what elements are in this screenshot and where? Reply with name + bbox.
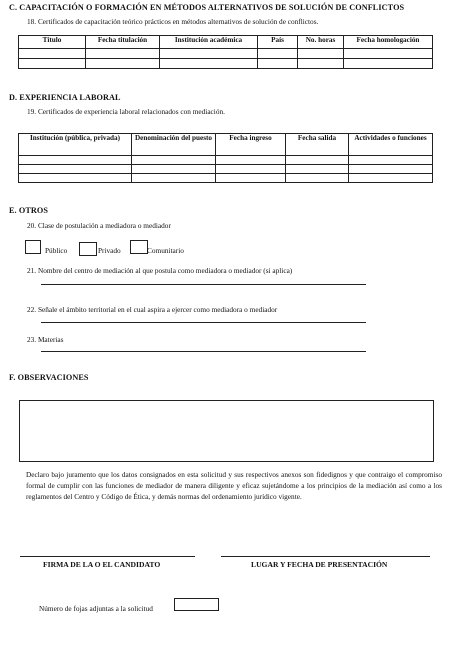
checkbox-comunitario[interactable]	[130, 240, 148, 254]
candidate-signature-label: FIRMA DE LA O EL CANDIDATO	[43, 560, 161, 569]
table-cell[interactable]	[286, 165, 349, 174]
experience-table	[18, 133, 433, 183]
table-cell[interactable]	[160, 49, 258, 59]
item-21-label: 21. Nombre del centro de mediación al que postula como mediadora o mediador (si aplica)	[27, 266, 293, 275]
training-table	[18, 35, 433, 69]
col-pais: País	[258, 36, 298, 49]
table-row[interactable]	[19, 49, 433, 59]
table-cell[interactable]	[286, 156, 349, 165]
col-actividades: Actividades o funciones	[349, 134, 433, 156]
option-privado-label: Privado	[98, 246, 121, 255]
table-cell[interactable]	[19, 165, 132, 174]
col-institucion: Institución (pública, privada)	[19, 134, 132, 156]
table-cell[interactable]	[86, 59, 160, 69]
table-cell[interactable]	[132, 156, 216, 165]
table-cell[interactable]	[344, 59, 433, 69]
table-cell[interactable]	[216, 156, 286, 165]
col-fecha-ingreso: Fecha ingreso	[216, 134, 286, 156]
table-row[interactable]	[19, 174, 433, 183]
table-cell[interactable]	[298, 49, 344, 59]
place-date-line[interactable]	[221, 556, 430, 557]
section-d-title: D. EXPERIENCIA LABORAL	[9, 93, 121, 102]
item-23-answer-line[interactable]	[41, 351, 366, 352]
col-denominacion-puesto: Denominación del puesto	[132, 134, 216, 156]
col-fecha-titulacion: Fecha titulación	[86, 36, 160, 49]
table-row[interactable]	[19, 165, 433, 174]
table-cell[interactable]	[286, 174, 349, 183]
place-date-label: LUGAR Y FECHA DE PRESENTACIÓN	[251, 560, 388, 569]
item-23-label: 23. Materias	[27, 335, 64, 344]
table-row[interactable]	[19, 156, 433, 165]
col-fecha-salida: Fecha salida	[286, 134, 349, 156]
option-publico-label: Público	[45, 246, 68, 255]
checkbox-privado[interactable]	[79, 242, 97, 256]
section-f-title: F. OBSERVACIONES	[9, 373, 89, 382]
experience-table-header	[19, 134, 433, 156]
table-cell[interactable]	[19, 59, 86, 69]
table-cell[interactable]	[258, 49, 298, 59]
table-cell[interactable]	[344, 49, 433, 59]
table-cell[interactable]	[349, 165, 433, 174]
item-20-label: 20. Clase de postulación a mediadora o mediador	[27, 221, 171, 230]
item-22-answer-line[interactable]	[41, 322, 366, 323]
training-table-header	[19, 36, 433, 49]
item-19-label: 19. Certificados de experiencia laboral relacionados con mediación.	[27, 107, 225, 116]
table-row[interactable]	[19, 59, 433, 69]
table-cell[interactable]	[349, 174, 433, 183]
col-no-horas: No. horas	[298, 36, 344, 49]
item-18-label: 18. Certificados de capacitación teórico prácticos en métodos alternativos de solución de conflictos.	[27, 17, 319, 26]
table-cell[interactable]	[132, 165, 216, 174]
table-cell[interactable]	[160, 59, 258, 69]
observations-box[interactable]	[19, 400, 434, 462]
item-21-answer-line[interactable]	[41, 284, 366, 285]
table-cell[interactable]	[19, 156, 132, 165]
item-22-label: 22. Señale el ámbito territorial en el cual aspira a ejercer como mediadora o mediador	[27, 305, 278, 314]
pages-attached-label: Número de fojas adjuntas a la solicitud	[39, 604, 153, 613]
declaration-text: Declaro bajo juramento que los datos consignados en esta solicitud y sus respectivos anexos son fidedignos y que contraigo el compromiso formal de cumplir con las funciones de mediador de manera diligente y eficaz sujetándome a los principios de la mediación así como a los reglamentos del Centro y Código de Ética, y demás normas del ordenamiento jurídico vigente.	[26, 470, 442, 501]
pages-attached-input[interactable]	[174, 598, 219, 611]
table-cell[interactable]	[216, 174, 286, 183]
checkbox-publico[interactable]	[25, 240, 41, 254]
candidate-signature-line[interactable]	[20, 556, 195, 557]
table-cell[interactable]	[298, 59, 344, 69]
table-cell[interactable]	[132, 174, 216, 183]
col-fecha-homologacion: Fecha homologación	[344, 36, 433, 49]
section-c-title: C. CAPACITACIÓN O FORMACIÓN EN MÉTODOS ALTERNATIVOS DE SOLUCIÓN DE CONFLICTOS	[9, 3, 405, 12]
table-cell[interactable]	[86, 49, 160, 59]
table-cell[interactable]	[258, 59, 298, 69]
table-cell[interactable]	[349, 156, 433, 165]
table-cell[interactable]	[19, 174, 132, 183]
table-cell[interactable]	[216, 165, 286, 174]
table-cell[interactable]	[19, 49, 86, 59]
option-comunitario-label: Comunitario	[147, 246, 184, 255]
col-titulo: Título	[19, 36, 86, 49]
col-institucion-academica: Institución académica	[160, 36, 258, 49]
section-e-title: E. OTROS	[9, 206, 49, 215]
